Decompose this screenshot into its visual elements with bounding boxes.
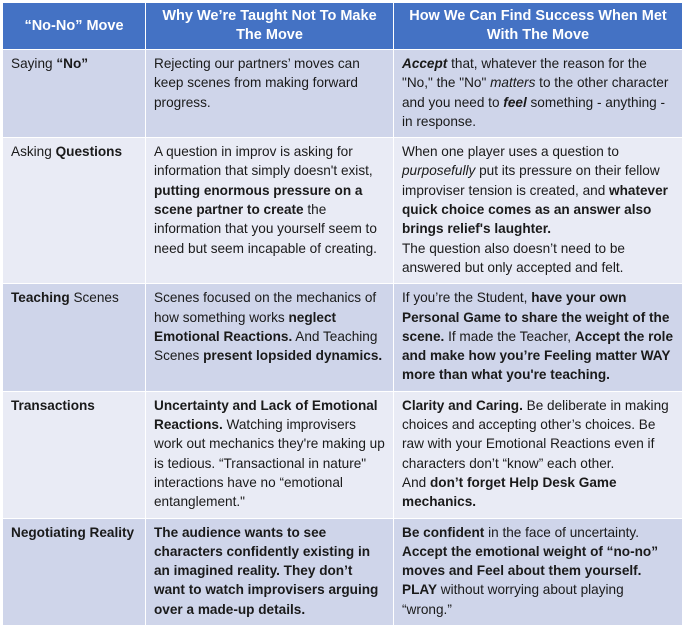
why-cell — [146, 518, 394, 625]
text-segment: put its pressure on their fellow improviser tension is created, and — [402, 163, 660, 198]
text-segment: And Teaching Scenes — [154, 328, 378, 364]
text-segment: that, whatever the reason for the "No," the "No" — [402, 56, 647, 91]
how-cell — [394, 391, 683, 518]
text-segment: something - anything - in response. — [402, 94, 666, 129]
table-row — [3, 391, 683, 518]
text-segment: “No” — [56, 56, 89, 71]
text-segment: Asking — [11, 144, 56, 160]
text-segment: Saying — [11, 56, 57, 71]
text-segment: A question in improv is asking for information that simply doesn't exist, — [154, 144, 373, 179]
text-segment: Negotiating Reality — [11, 524, 135, 540]
text-segment: have your own Personal Game to share the weight of the scene. — [402, 290, 670, 344]
text-segment: Rejecting our partners’ moves can keep scenes from making forward progress. — [154, 56, 360, 110]
why-cell — [146, 138, 394, 284]
text-segment: feel — [503, 94, 527, 110]
text-segment: If made the Teacher, — [444, 328, 575, 344]
why-cell — [146, 50, 394, 138]
move-cell — [3, 138, 146, 284]
move-cell — [3, 391, 146, 518]
text-segment: to the other character and you need to — [402, 75, 669, 110]
text-segment: Be deliberate in making choices and accepting other’s choices. Be raw with your Emotional Reactions even if characters don’t “know” each other. — [402, 397, 669, 471]
text-segment: Scenes focused on the mechanics of how something works — [154, 290, 377, 325]
header-how: How We Can Find Success When Met With The Move — [394, 3, 683, 50]
text-segment: And — [402, 474, 430, 490]
move-cell — [3, 518, 146, 625]
text-segment: Uncertainty and Lack of Emotional Reactions. — [154, 397, 378, 433]
text-segment: The audience wants to see characters confidently existing in an imagined reality. They don’t want to watch improvisers arguing over a made-up details. — [154, 524, 379, 617]
text-segment: When one player uses a question to — [402, 144, 619, 160]
text-segment: If you’re the Student, — [402, 290, 532, 306]
header-move: “No-No” Move — [3, 3, 146, 50]
text-segment: purposefully — [402, 163, 476, 179]
text-segment: The question also doesn’t need to be answered but only accepted and felt. — [402, 240, 625, 275]
text-segment: Questions — [55, 144, 123, 160]
text-segment: don’t forget Help Desk Game mechanics. — [402, 474, 617, 510]
text-segment: present lopsided dynamics. — [203, 348, 383, 364]
text-segment: Watching improvisers work out mechanics they're making up is tedious. “Transactional in nature" interactions have no “emotional entanglement." — [154, 417, 385, 510]
text-segment: the information that you yourself seem to need but seem incapable of creating. — [154, 202, 377, 256]
move-cell — [3, 284, 146, 391]
text-segment: Accept the emotional weight of “no-no” moves and Feel about them yourself. — [402, 543, 659, 579]
text-segment: PLAY — [402, 582, 438, 598]
header-why: Why We’re Taught Not To Make The Move — [146, 3, 394, 50]
text-segment: whatever quick choice comes as an answer also brings relief's laughter. — [402, 182, 668, 237]
text-segment: putting enormous pressure on a scene partner to create — [154, 182, 363, 218]
text-segment: matters — [490, 75, 536, 91]
text-segment: neglect Emotional Reactions. — [154, 309, 337, 344]
text-segment: Teaching — [11, 290, 70, 306]
text-segment: Clarity and Caring. — [402, 397, 523, 413]
how-cell — [394, 284, 683, 391]
text-segment: Accept the role and make how you’re Feeling matter WAY more than what you're teaching. — [402, 328, 674, 383]
why-cell — [146, 391, 394, 518]
text-segment: Be confident — [402, 524, 485, 540]
text-segment: Accept — [402, 56, 448, 71]
how-cell — [394, 138, 683, 284]
text-segment: in the face of uncertainty. — [484, 524, 639, 540]
table-row — [3, 50, 683, 138]
table-row — [3, 284, 683, 391]
how-cell — [394, 50, 683, 138]
no-no-moves-table — [2, 2, 683, 626]
text-segment: without worrying about playing “wrong.” — [402, 582, 624, 617]
text-segment: Transactions — [11, 397, 95, 413]
header-row — [3, 3, 683, 50]
table-row — [3, 518, 683, 625]
table-row — [3, 138, 683, 284]
how-cell — [394, 518, 683, 625]
text-segment: Scenes — [69, 290, 119, 306]
move-cell — [3, 50, 146, 138]
why-cell — [146, 284, 394, 391]
